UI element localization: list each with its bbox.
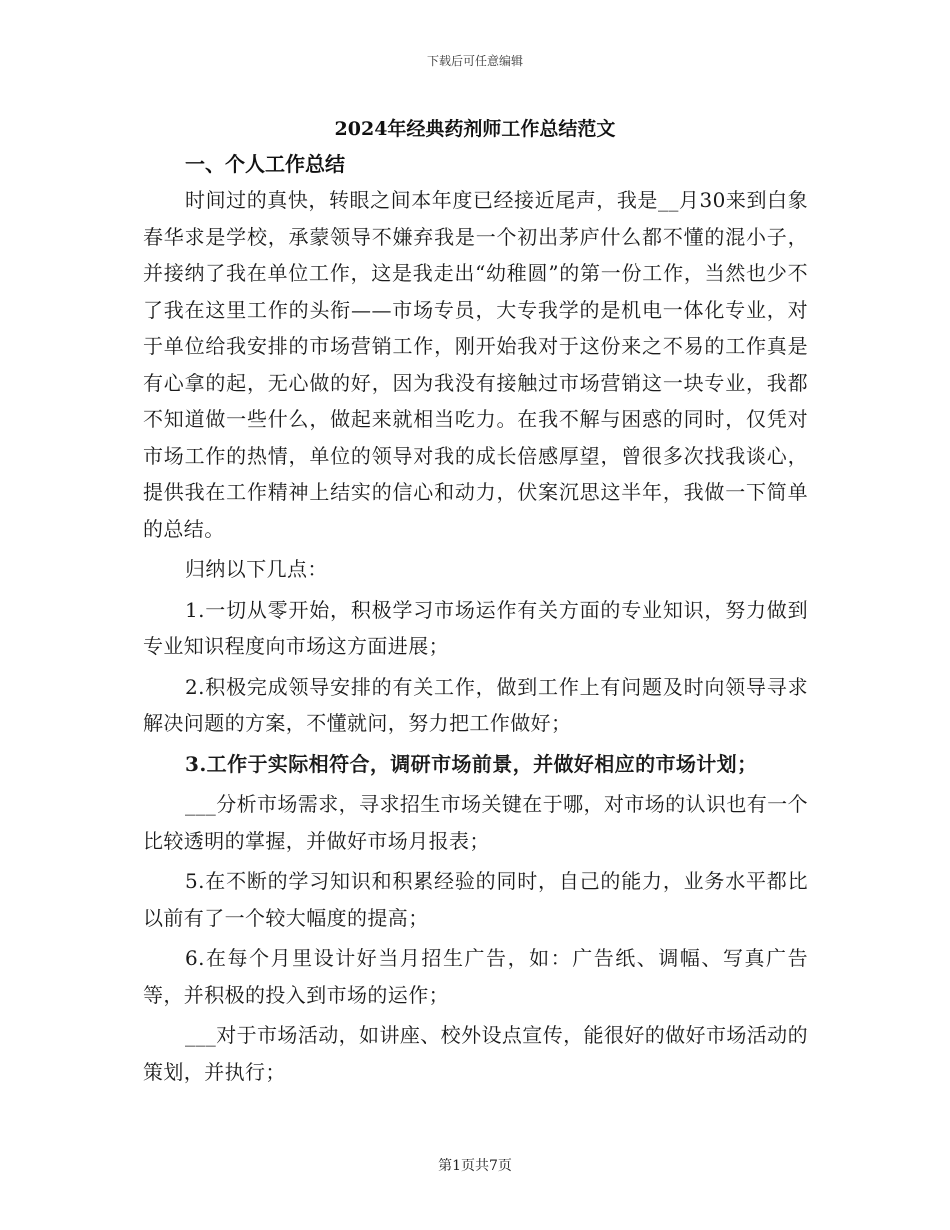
- document-title: 2024年经典药剂师工作总结范文: [334, 118, 616, 140]
- paragraph-intro: 时间过的真快，转眼之间本年度已经接近尾声，我是__月30来到白象春华求是学校，承蒙领导不嫌弃我是一个初出茅庐什么都不懂的混小子，并接纳了我在单位工作，这是我走出“幼稚圆”的第一份工作，当然也少不了我在这里工作的头衔——市场专员，大专我学的是机电一体化专业，对于单位给我安排的市场营销工作，刚开始我对于这份来之不易的工作真是有心拿的起，无心做的好，因为我没有接触过市场营销这一块专业，我都不知道做一些什么，做起来就相当吃力。在我不解与困惑的同时，仅凭对市场工作的热情，单位的领导对我的成长倍感厚望，曾很多次找我谈心，提供我在工作精神上结实的信心和动力，伏案沉思这半年，我做一下简单的总结。: [143, 188, 808, 541]
- list-item-7: ___对于市场活动，如讲座、校外设点宣传，能很好的做好市场活动的策划，并执行；: [143, 1023, 808, 1084]
- list-item-2: 2.积极完成领导安排的有关工作，做到工作上有问题及时向领导寻求解决问题的方案，不懂就问，努力把工作做好；: [143, 674, 808, 735]
- paragraph-summary-lead: 归纳以下几点：: [185, 557, 328, 581]
- header-note: 下载后可任意编辑: [426, 54, 523, 68]
- section-heading: 一、个人工作总结: [185, 152, 345, 176]
- list-item-6: 6.在每个月里设计好当月招生广告，如：广告纸、调幅、写真广告等，并积极的投入到市场的运作；: [143, 946, 808, 1007]
- page-number-footer: 第1页共7页: [438, 1158, 512, 1174]
- list-item-3: 3.工作于实际相符合，调研市场前景，并做好相应的市场计划；: [185, 751, 758, 776]
- list-item-4: ___分析市场需求，寻求招生市场关键在于哪，对市场的认识也有一个比较透明的掌握，并做好市场月报表；: [143, 792, 808, 853]
- document-body: [143, 146, 808, 1090]
- list-item-1: 1.一切从零开始，积极学习市场运作有关方面的专业知识，努力做到专业知识程度向市场这方面进展；: [143, 597, 808, 658]
- list-item-5: 5.在不断的学习知识和积累经验的同时，自己的能力，业务水平都比以前有了一个较大幅度的提高；: [143, 869, 808, 930]
